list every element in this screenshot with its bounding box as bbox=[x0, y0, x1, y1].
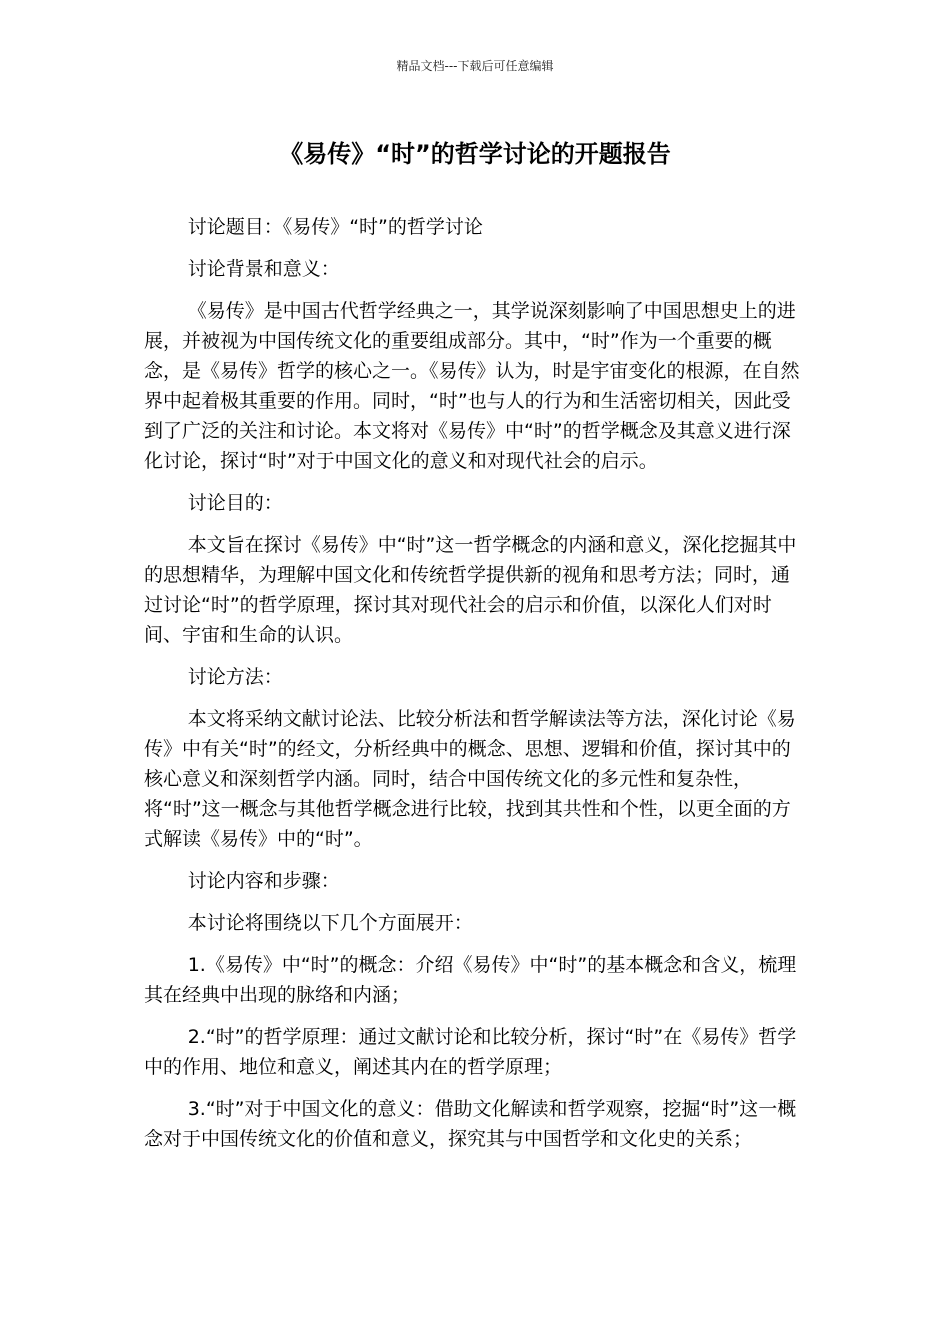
paragraph-purpose: 本文旨在探讨《易传》中“时”这一哲学概念的内涵和意义，深化挖掘其中的思想精华，为理解中国文化和传统哲学提供新的视角和思考方法；同时，通过讨论“时”的哲学原理，探讨其对现代社会的启示和价值，以深化人们对时间、宇宙和生命的认识。 bbox=[144, 534, 797, 646]
heading-method: 讨论方法： bbox=[187, 666, 283, 688]
document-title: 《易传》“时”的哲学讨论的开题报告 bbox=[279, 140, 671, 168]
paragraph-topic: 讨论题目：《易传》“时”的哲学讨论 bbox=[187, 216, 483, 238]
paragraph-content-intro: 本讨论将围绕以下几个方面展开： bbox=[187, 912, 473, 934]
heading-purpose: 讨论目的： bbox=[187, 492, 283, 514]
paragraph-background: 《易传》是中国古代哲学经典之一，其学说深刻影响了中国思想史上的进展，并被视为中国传统文化的重要组成部分。其中，“时”作为一个重要的概念，是《易传》哲学的核心之一。《易传》认为，时是宇宙变化的根源，在自然界中起着极其重要的作用。同时，“时”也与人的行为和生活密切相关，因此受到了广泛的关注和讨论。本文将对《易传》中“时”的哲学概念及其意义进行深化讨论，探讨“时”对于中国文化的意义和对现代社会的启示。 bbox=[144, 300, 800, 472]
paragraph-method: 本文将采纳文献讨论法、比较分析法和哲学解读法等方法，深化讨论《易传》中有关“时”的经文，分析经典中的概念、思想、逻辑和价值，探讨其中的核心意义和深刻哲学内涵。同时，结合中国传统文化的多元性和复杂性，将“时”这一概念与其他哲学概念进行比较，找到其共性和个性，以更全面的方式解读《易传》中的“时”。 bbox=[144, 708, 796, 850]
document-body bbox=[144, 212, 806, 1166]
list-item-2: 2.“时”的哲学原理：通过文献讨论和比较分析，探讨“时”在《易传》哲学中的作用、地位和意义，阐述其内在的哲学原理； bbox=[144, 1026, 797, 1078]
list-item-1: 1.《易传》中“时”的概念：介绍《易传》中“时”的基本概念和含义，梳理其在经典中出现的脉络和内涵； bbox=[144, 954, 797, 1006]
heading-content-steps: 讨论内容和步骤： bbox=[187, 870, 340, 892]
heading-background: 讨论背景和意义： bbox=[187, 258, 340, 280]
header-note: 精品文档---下载后可任意编辑 bbox=[396, 59, 554, 73]
list-item-3: 3.“时”对于中国文化的意义：借助文化解读和哲学观察，挖掘“时”这一概念对于中国传统文化的价值和意义，探究其与中国哲学和文化史的关系； bbox=[144, 1098, 797, 1150]
